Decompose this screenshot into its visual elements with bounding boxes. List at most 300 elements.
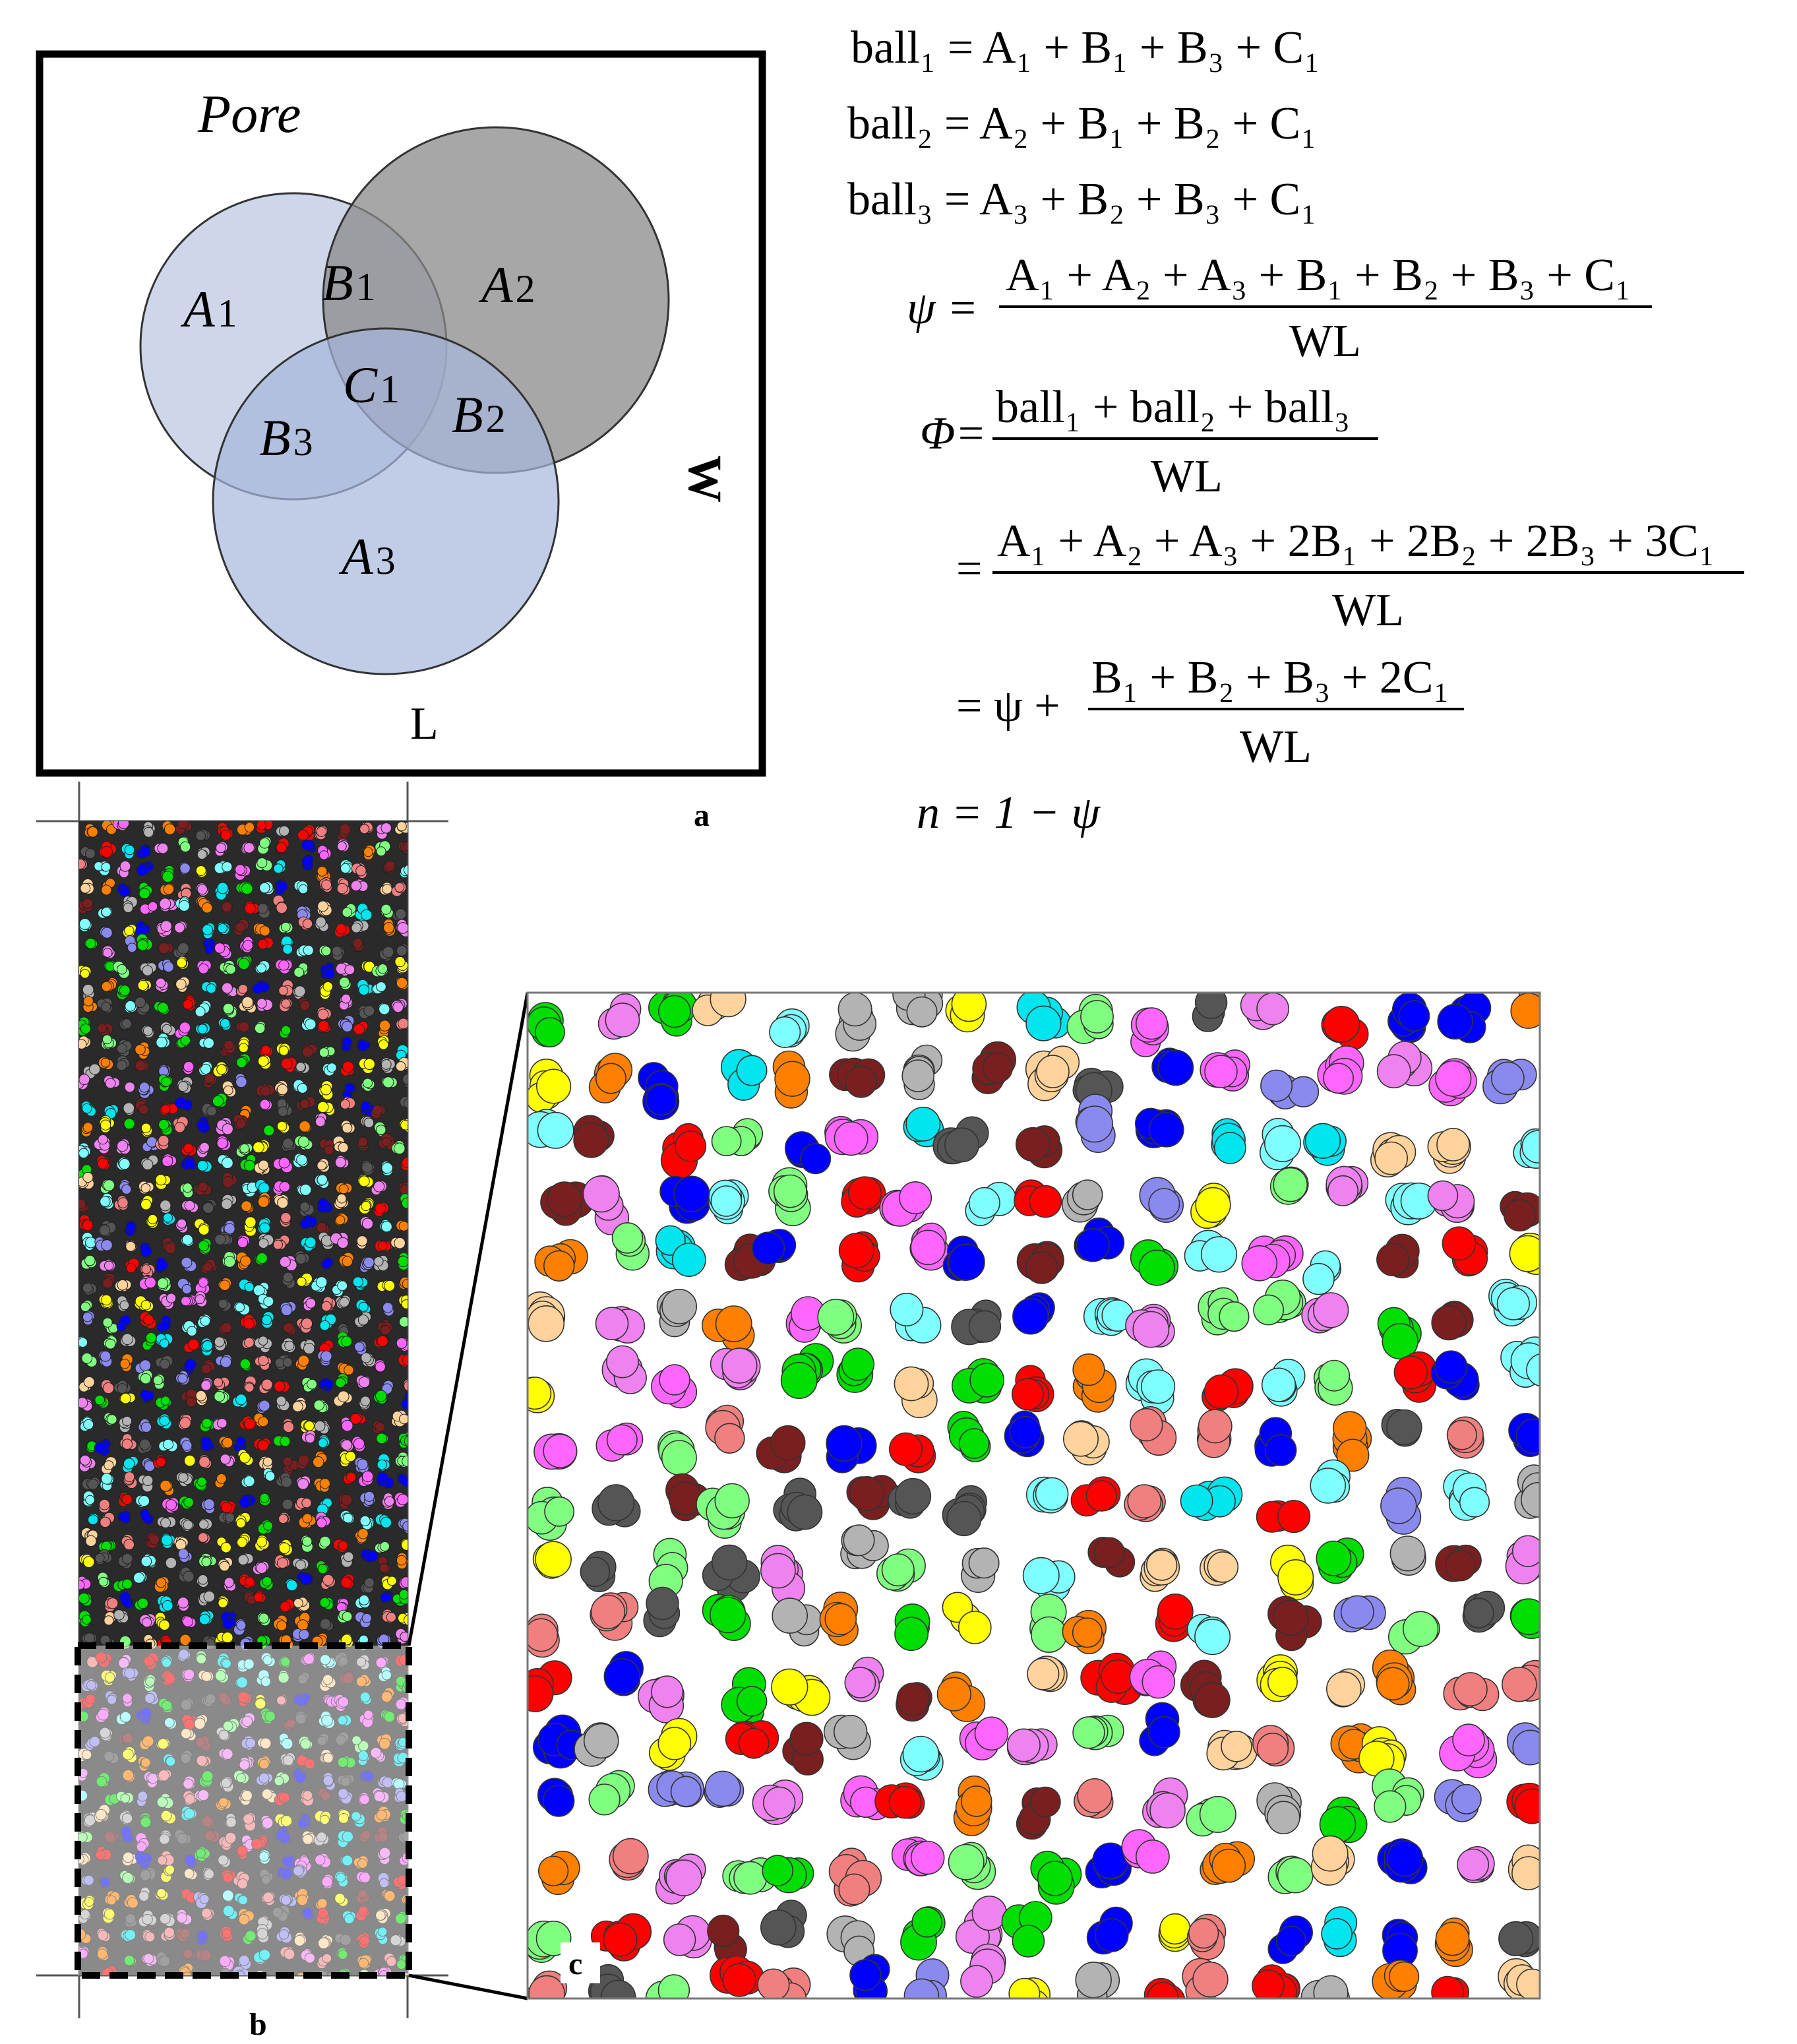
specimen-particle	[379, 1020, 390, 1031]
specimen-particle	[343, 1061, 354, 1072]
specimen-particle	[242, 997, 253, 1008]
specimen-particle	[384, 1497, 394, 1506]
specimen-particle	[254, 1593, 263, 1602]
zoom-particle	[737, 1687, 767, 1716]
specimen-particle	[280, 1437, 290, 1446]
specimen-particle	[202, 1557, 211, 1566]
specimen-particle	[345, 965, 355, 975]
zoom-particle	[1453, 1724, 1484, 1756]
specimen-particle	[323, 982, 332, 991]
specimen-particle	[361, 910, 372, 920]
zoom-particle	[1513, 1535, 1544, 1566]
specimen-particle	[320, 1320, 330, 1330]
zoom-particle	[1140, 1250, 1174, 1285]
specimen-particle	[359, 1302, 368, 1311]
specimen-particle	[197, 884, 207, 894]
specimen-particle	[280, 1601, 290, 1611]
specimen-particle	[160, 1339, 169, 1348]
specimen-particle	[346, 1452, 355, 1462]
specimen-particle	[141, 1184, 150, 1193]
specimen-particle	[223, 1003, 233, 1014]
specimen-particle	[158, 843, 168, 853]
specimen-particle	[222, 862, 232, 872]
panel-b	[36, 782, 448, 2042]
zoom-particle	[1314, 1293, 1349, 1328]
specimen-particle	[402, 1539, 412, 1550]
specimen-particle	[237, 1237, 247, 1247]
specimen-particle	[102, 908, 111, 917]
specimen-particle	[125, 845, 135, 855]
specimen-particle	[222, 1199, 232, 1210]
specimen-particle	[259, 1160, 268, 1170]
specimen-particle	[343, 1513, 353, 1523]
specimen-particle	[122, 1439, 132, 1449]
specimen-particle	[315, 1117, 325, 1127]
specimen-particle	[201, 1380, 211, 1390]
specimen-particle	[318, 1009, 328, 1020]
zoom-particle	[712, 1127, 741, 1156]
zoom-particle	[674, 1176, 710, 1212]
specimen-particle	[162, 1105, 171, 1114]
equations	[847, 22, 1744, 838]
porosity-equation: n = 1 − ψ	[917, 788, 1100, 838]
specimen-particle	[188, 1339, 199, 1350]
zoom-particle	[652, 1676, 683, 1708]
specimen-particle	[204, 1499, 214, 1510]
zoom-particle	[845, 1067, 876, 1098]
zoom-particle	[662, 1289, 696, 1324]
zoom-particle	[1010, 1417, 1041, 1448]
specimen-particle	[218, 1299, 228, 1309]
specimen-particle	[335, 1158, 346, 1168]
zoom-particle	[1303, 1264, 1334, 1295]
specimen-particle	[381, 1060, 391, 1070]
specimen-particle	[243, 941, 253, 950]
specimen-particle	[160, 1416, 169, 1426]
specimen-particle	[198, 1241, 209, 1251]
zoom-particle	[834, 1122, 867, 1155]
specimen-particle	[158, 1003, 168, 1013]
specimen-particle	[253, 1142, 264, 1153]
specimen-particle	[122, 1019, 132, 1029]
specimen-particle	[166, 1557, 177, 1568]
specimen-particle	[218, 1598, 228, 1607]
specimen-particle	[145, 1277, 156, 1287]
zoom-particle	[1202, 1237, 1237, 1272]
specimen-particle	[202, 1419, 212, 1429]
specimen-particle	[82, 1353, 92, 1363]
zoom-particle	[662, 1440, 696, 1475]
specimen-particle	[279, 1046, 288, 1055]
specimen-particle	[117, 1044, 127, 1054]
specimen-particle	[101, 1058, 110, 1067]
specimen-particle	[183, 1520, 193, 1530]
specimen-particle	[200, 1979, 210, 1989]
specimen-particle	[137, 865, 148, 876]
zoom-particle	[1086, 1481, 1116, 1511]
specimen-particle	[342, 908, 351, 917]
zoom-particle	[1460, 1487, 1490, 1517]
specimen-particle	[302, 857, 312, 867]
specimen-particle	[236, 1519, 245, 1528]
specimen-particle	[338, 1391, 350, 1402]
specimen-particle	[122, 1334, 133, 1345]
specimen-particle	[320, 1597, 330, 1607]
specimen-particle	[402, 1300, 411, 1309]
specimen-particle	[279, 1158, 289, 1168]
specimen-particle	[384, 1280, 395, 1291]
specimen-particle	[217, 1138, 228, 1148]
zoom-particle	[826, 1426, 862, 1462]
zoom-particle	[983, 1053, 1013, 1083]
specimen-particle	[239, 985, 248, 994]
specimen-particle	[342, 1440, 352, 1450]
specimen-particle	[118, 818, 129, 828]
specimen-particle	[361, 1201, 371, 1210]
specimen-particle	[220, 1019, 229, 1028]
specimen-particle	[185, 1455, 196, 1466]
specimen-particle	[103, 948, 112, 958]
zoom-particle	[842, 1348, 874, 1380]
specimen-particle	[123, 1416, 132, 1425]
specimen-particle	[351, 1413, 361, 1424]
specimen-particle	[362, 1218, 373, 1229]
specimen-particle	[374, 1181, 384, 1192]
specimen-particle	[222, 1158, 233, 1169]
specimen-particle	[317, 1518, 326, 1528]
specimen-particle	[98, 1134, 107, 1144]
specimen-particle	[402, 1280, 411, 1289]
specimen-particle	[305, 1434, 315, 1443]
expansion-a-numerator: A₁ + A₂ + A₃ + 2B₁ + 2B₂ + 2B₃ + 3C₁	[997, 516, 1715, 567]
zoom-particle	[710, 981, 746, 1017]
specimen-particle	[303, 945, 313, 955]
specimen-particle	[204, 1073, 214, 1083]
specimen-particle	[224, 1040, 233, 1049]
specimen-particle	[261, 1045, 270, 1055]
specimen-particle	[236, 1076, 247, 1088]
specimen-particle	[127, 1263, 137, 1273]
zoom-particle	[1289, 1076, 1319, 1107]
specimen-particle	[177, 1219, 187, 1228]
zoom-particle	[1319, 1361, 1349, 1391]
specimen-particle	[377, 1336, 388, 1346]
specimen-particle	[82, 898, 93, 909]
specimen-particle	[240, 1144, 249, 1153]
specimen-particle	[83, 1313, 92, 1322]
specimen-particle	[322, 1301, 332, 1311]
specimen-particle	[183, 1101, 192, 1110]
zoom-particle	[544, 1251, 574, 1281]
specimen-particle	[265, 1471, 274, 1481]
specimen-particle	[102, 1240, 113, 1251]
specimen-particle	[197, 1161, 208, 1171]
zoom-particle	[1073, 1354, 1105, 1386]
zoom-particle	[715, 1484, 749, 1518]
specimen-particle	[359, 1176, 369, 1187]
region-label-c1: C1	[343, 356, 400, 414]
zoom-particle	[1261, 1070, 1292, 1101]
zoom-particle	[1077, 1106, 1113, 1142]
zoom-particle	[890, 1293, 923, 1326]
zoom-particle	[537, 1069, 571, 1103]
specimen-particle	[303, 1514, 312, 1523]
zoom-particle	[1265, 1435, 1296, 1466]
zoom-particle	[1207, 1552, 1238, 1582]
zoom-particle	[604, 1659, 640, 1694]
specimen-particle	[125, 1082, 135, 1092]
specimen-particle	[296, 1063, 305, 1072]
zoom-particle	[818, 1299, 853, 1335]
region-label-a1: A1	[183, 280, 237, 338]
specimen-particle	[102, 1295, 111, 1305]
specimen-particle	[303, 919, 312, 928]
specimen-particle	[264, 1522, 273, 1531]
zoom-particle	[646, 1588, 679, 1620]
specimen-particle	[120, 888, 129, 897]
specimen-particle	[343, 1037, 352, 1046]
specimen-particle	[161, 921, 172, 932]
specimen-particle	[384, 923, 394, 933]
zoom-particle	[537, 1113, 573, 1148]
specimen-particle	[278, 881, 288, 891]
specimen-particle	[317, 1161, 326, 1170]
specimen-particle	[294, 1599, 303, 1608]
zoom-particle	[1513, 1730, 1547, 1764]
specimen-particle	[336, 924, 346, 934]
specimen-particle	[316, 917, 326, 927]
specimen-particle	[141, 1246, 152, 1256]
zoom-particle	[715, 1423, 745, 1453]
specimen-particle	[283, 1457, 292, 1466]
specimen-particle	[307, 1379, 317, 1389]
specimen-particle	[377, 1472, 388, 1483]
specimen-particle	[243, 1318, 254, 1329]
zoom-particle	[771, 1426, 805, 1460]
specimen-particle	[177, 958, 187, 968]
specimen-particle	[178, 1374, 187, 1383]
specimen-particle	[103, 1035, 112, 1044]
specimen-particle	[263, 1457, 272, 1466]
specimen-particle	[324, 1379, 334, 1389]
specimen-particle	[365, 1578, 375, 1588]
psi-numerator: A₁ + A₂ + A₃ + B₁ + B₂ + B₃ + C₁	[1006, 250, 1631, 301]
specimen-particle	[321, 1351, 332, 1361]
specimen-particle	[162, 1077, 171, 1087]
specimen-particle	[377, 847, 386, 856]
specimen-particle	[99, 1577, 108, 1586]
specimen-particle	[181, 1297, 191, 1306]
specimen-particle	[260, 1086, 270, 1096]
specimen-particle	[383, 1077, 394, 1088]
zoom-particle	[535, 1541, 571, 1577]
specimen-particle	[224, 1578, 234, 1588]
specimen-particle	[258, 1056, 268, 1067]
zoom-particle	[1381, 1488, 1416, 1524]
zoom-particle	[1016, 1128, 1050, 1161]
zoom-particle	[1374, 1791, 1406, 1822]
zoom-particle	[895, 1617, 928, 1650]
zoom-particle	[1221, 1731, 1252, 1762]
expansion-a-denominator: WL	[1332, 585, 1404, 636]
specimen-particle	[80, 1455, 90, 1465]
specimen-particle	[179, 1022, 190, 1033]
specimen-particle	[184, 1144, 193, 1153]
zoom-particle	[1435, 1351, 1467, 1383]
specimen-particle	[80, 883, 90, 893]
specimen-particle	[238, 1555, 248, 1564]
specimen-particle	[274, 1381, 285, 1392]
specimen-particle	[140, 1390, 150, 1399]
specimen-particle	[184, 1497, 194, 1507]
specimen-particle	[298, 830, 309, 840]
specimen-particle	[336, 1378, 346, 1388]
specimen-particle	[197, 1120, 206, 1129]
specimen-particle	[338, 842, 347, 851]
specimen-particle	[84, 997, 94, 1007]
specimen-particle	[364, 1059, 375, 1069]
zoom-particle	[890, 1433, 922, 1466]
specimen-particle	[257, 821, 266, 830]
specimen-particle	[338, 1142, 348, 1152]
specimen-particle	[223, 1618, 233, 1628]
specimen-particle	[302, 1498, 311, 1507]
specimen-particle	[298, 1136, 309, 1148]
specimen-particle	[358, 1041, 369, 1051]
specimen-particle	[245, 1419, 256, 1430]
specimen-particle	[80, 1024, 90, 1034]
specimen-particle	[198, 1225, 209, 1235]
zoom-particle	[1521, 1483, 1556, 1517]
zoom-particle	[1219, 1302, 1249, 1332]
specimen-particle	[396, 946, 407, 956]
specimen-particle	[164, 824, 175, 834]
specimen-particle	[156, 978, 165, 987]
zoom-particle	[772, 1598, 807, 1633]
specimen-particle	[138, 980, 148, 990]
specimen-particle	[341, 863, 351, 873]
specimen-particle	[226, 964, 236, 974]
specimen-particle	[182, 1284, 191, 1293]
specimen-particle	[183, 1571, 194, 1582]
specimen-particle	[280, 1256, 290, 1267]
specimen-particle	[237, 1057, 247, 1067]
specimen-particle	[339, 1185, 348, 1194]
specimen-particle	[141, 1199, 152, 1210]
specimen-particle	[280, 826, 289, 836]
specimen-particle	[398, 923, 409, 934]
specimen-particle	[125, 926, 134, 935]
specimen-particle	[394, 1237, 406, 1249]
specimen-particle	[342, 1336, 352, 1347]
zoom-particle	[673, 1243, 706, 1276]
specimen-particle	[321, 1976, 331, 1986]
specimen-particle	[375, 1422, 385, 1432]
specimen-particle	[235, 923, 245, 933]
zoom-particle	[1399, 1001, 1429, 1031]
specimen-particle	[178, 943, 189, 954]
specimen-particle	[199, 1614, 210, 1625]
specimen-particle	[102, 927, 112, 938]
specimen-particle	[401, 1121, 411, 1130]
specimen-particle	[123, 1458, 134, 1469]
specimen-particle	[235, 865, 245, 875]
specimen-particle	[104, 1261, 113, 1270]
specimen-particle	[357, 1236, 367, 1247]
specimen-particle	[183, 1617, 193, 1626]
zoom-particle	[712, 1545, 747, 1580]
specimen-particle	[200, 1142, 210, 1152]
specimen-particle	[187, 1326, 197, 1336]
specimen-particle	[103, 1318, 112, 1327]
specimen-particle	[195, 1295, 204, 1304]
specimen-particle	[279, 1514, 288, 1524]
specimen-particle	[86, 849, 96, 859]
specimen-particle	[380, 1541, 389, 1551]
zoom-particle	[1258, 1733, 1289, 1764]
specimen-particle	[351, 923, 361, 933]
specimen-particle	[178, 819, 189, 829]
specimen-particle	[345, 1083, 354, 1092]
specimen-particle	[338, 1541, 348, 1550]
zoom-particle	[574, 1123, 609, 1158]
specimen-particle	[387, 1576, 396, 1586]
specimen-particle	[201, 1064, 211, 1074]
specimen-particle	[216, 843, 226, 853]
specimen-particle	[398, 1256, 408, 1266]
zoom-particle	[1142, 1666, 1174, 1698]
zoom-particle	[543, 1435, 576, 1468]
specimen-particle	[88, 1479, 98, 1490]
specimen-particle	[259, 1336, 268, 1346]
zoom-particle	[1377, 1243, 1409, 1276]
specimen-particle	[80, 1302, 90, 1311]
specimen-particle	[301, 840, 311, 850]
zoom-particle	[1375, 1142, 1407, 1175]
caption-a: a	[694, 798, 710, 833]
zoom-particle	[849, 1177, 881, 1209]
zoom-particle	[1432, 1305, 1466, 1340]
specimen-particle	[359, 1595, 369, 1605]
zoom-particle	[947, 1502, 981, 1536]
panel-c	[516, 978, 1559, 2022]
specimen-particle	[138, 1105, 148, 1114]
specimen-particle	[222, 1124, 233, 1134]
zoom-particle	[596, 1307, 628, 1340]
zoom-particle	[545, 1497, 574, 1526]
specimen-particle	[164, 1213, 173, 1222]
specimen-particle	[202, 925, 213, 935]
specimen-particle	[78, 1593, 89, 1603]
zoom-particle	[543, 1785, 574, 1816]
specimen-particle	[295, 986, 305, 997]
specimen-particle	[258, 904, 268, 914]
zoom-connector-top	[409, 993, 528, 1646]
specimen-particle	[149, 1535, 160, 1545]
zoom-particle	[1377, 1667, 1409, 1700]
specimen-particle	[100, 1517, 111, 1528]
zoom-particle	[716, 1306, 752, 1342]
specimen-particle	[166, 1500, 177, 1510]
specimen-particle	[104, 1616, 113, 1625]
zoom-particle	[801, 1144, 830, 1173]
specimen-particle	[142, 966, 152, 976]
specimen-particle	[342, 1021, 353, 1032]
specimen-particle	[179, 1473, 188, 1482]
zoom-particle	[774, 1175, 807, 1208]
specimen-particle	[237, 1621, 246, 1630]
specimen-particle	[300, 1219, 310, 1229]
